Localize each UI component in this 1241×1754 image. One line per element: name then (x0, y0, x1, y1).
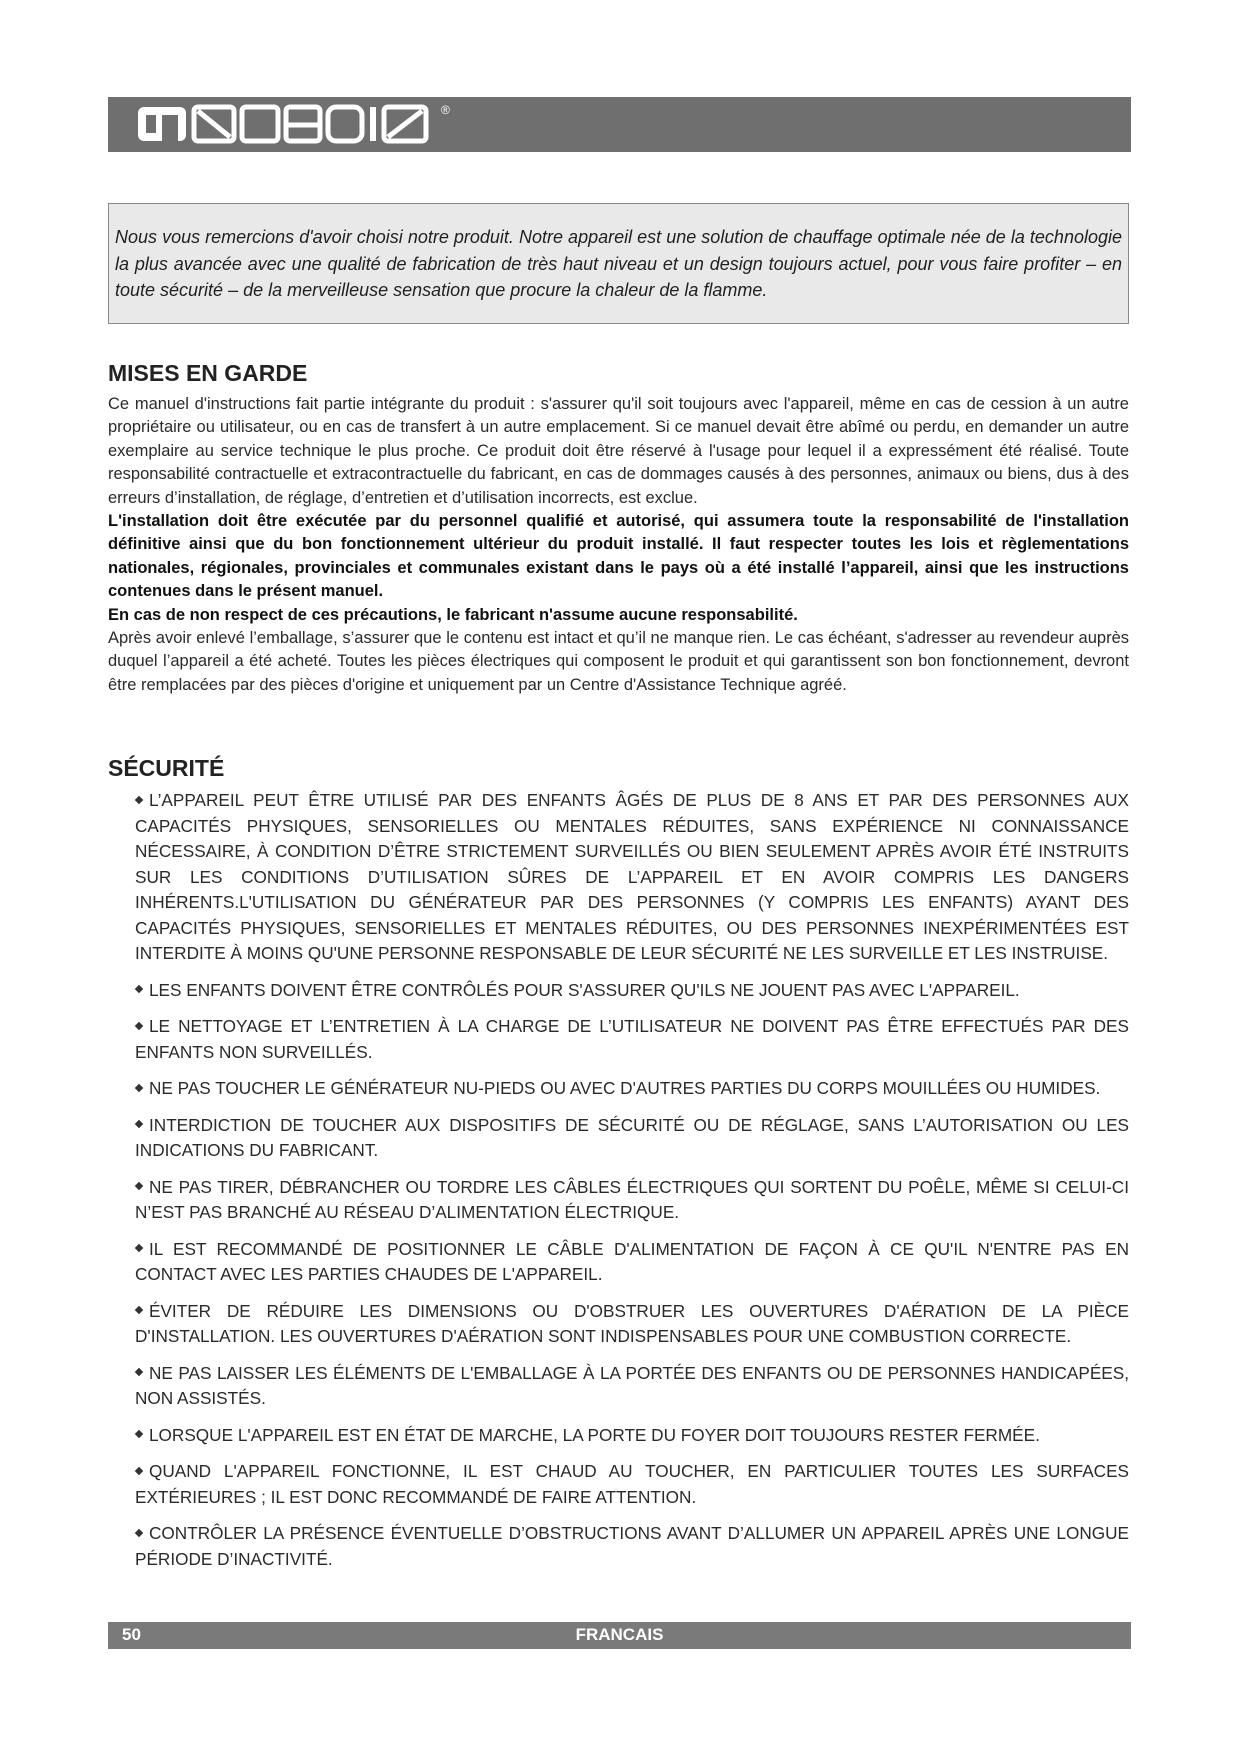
trademark-symbol: ® (441, 103, 450, 117)
bullet-diamond-icon (135, 1182, 143, 1190)
bullet-diamond-icon (135, 985, 143, 993)
list-item: ÉVITER DE RÉDUIRE LES DIMENSIONS OU D'OBSTRUER LES OUVERTURES D'AÉRATION DE LA PIÈCE D'INSTALLATION. LES OUVERTURES D'AÉRATION SONT INDISPENSABLES POUR UNE COMBUSTION CORRECTE. (135, 1300, 1129, 1346)
nordica-logo (138, 103, 450, 145)
bullet-diamond-icon (135, 1467, 143, 1475)
footer-language: FRANCAIS (575, 1625, 664, 1644)
list-item: NE PAS TOUCHER LE GÉNÉRATEUR NU-PIEDS OU AVEC D'AUTRES PARTIES DU CORPS MOUILLÉES OU HUMIDES. (135, 1076, 1129, 1102)
intro-box (108, 203, 1129, 324)
bullet-diamond-icon (135, 1022, 143, 1030)
mises-paragraph-2: Après avoir enlevé l’emballage, s’assurer que le contenu est intact et qu’il ne manque rien. Le cas échéant, s'adresser au revendeur auprès duquel l’appareil a été acheté. Toutes les pièces électriques qui composent le produit et qui garantissent son bon fonctionnement, devront être remplacées par des pièces d'origine et uniquement par un Centre d'Assistance Technique agréé. (108, 629, 1129, 694)
list-item: CONTRÔLER LA PRÉSENCE ÉVENTUELLE D’OBSTRUCTIONS AVANT D’ALLUMER UN APPAREIL APRÈS UNE LONGUE PÉRIODE D’INACTIVITÉ. (135, 1523, 1129, 1569)
list-item: NE PAS LAISSER LES ÉLÉMENTS DE L'EMBALLAGE À LA PORTÉE DES ENFANTS OU DE PERSONNES HANDICAPÉES, NON ASSISTÉS. (135, 1362, 1129, 1408)
section-title-securite: SÉCURITÉ (108, 755, 225, 781)
securite-list (135, 788, 1129, 1583)
bullet-diamond-icon (135, 1084, 143, 1092)
list-item: LES ENFANTS DOIVENT ÊTRE CONTRÔLÉS POUR S'ASSURER QU'ILS NE JOUENT PAS AVEC L'APPAREIL. (135, 978, 1129, 1004)
bullet-diamond-icon (135, 1120, 143, 1128)
bullet-diamond-icon (135, 1306, 143, 1314)
bullet-diamond-icon (135, 1529, 143, 1537)
page-number: 50 (122, 1625, 141, 1644)
mises-paragraph-1: Ce manuel d'instructions fait partie intégrante du produit : s'assurer qu'il soit toujours avec l'appareil, même en cas de cession à un autre propriétaire ou utilisateur, ou en cas de transfert à un autre emplacement. Si ce manuel devait être abîmé ou perdu, en demander un autre exemplaire au service technique le plus proche. Ce produit doit être réservé à l'usage pour lequel il a expressément été réalisé. Toute responsabilité contractuelle et extracontractuelle du fabricant, en cas de dommages causés à des personnes, animaux ou biens, dus à des erreurs d’installation, de réglage, d’entretien et d’utilisation incorrects, est exclue. (108, 395, 1129, 507)
list-item: IL EST RECOMMANDÉ DE POSITIONNER LE CÂBLE D'ALIMENTATION DE FAÇON À CE QU'IL N'ENTRE PAS EN CONTACT AVEC LES PARTIES CHAUDES DE L'APPAREIL. (135, 1238, 1129, 1284)
bullet-diamond-icon (135, 1430, 143, 1438)
bullet-diamond-icon (135, 1244, 143, 1252)
header-bar (108, 97, 1131, 152)
list-item: INTERDICTION DE TOUCHER AUX DISPOSITIFS DE SÉCURITÉ OU DE RÉGLAGE, SANS L’AUTORISATION OU LES INDICATIONS DU FABRICANT. (135, 1114, 1129, 1160)
list-item: NE PAS TIRER, DÉBRANCHER OU TORDRE LES CÂBLES ÉLECTRIQUES QUI SORTENT DU POÊLE, MÊME SI CELUI-CI N’EST PAS BRANCHÉ AU RÉSEAU D’ALIMENTATION ÉLECTRIQUE. (135, 1176, 1129, 1222)
bullet-diamond-icon (135, 1368, 143, 1376)
bullet-diamond-icon (135, 796, 143, 804)
nordica-logo-icon (138, 103, 438, 145)
list-item: QUAND L'APPAREIL FONCTIONNE, IL EST CHAUD AU TOUCHER, EN PARTICULIER TOUTES LES SURFACES EXTÉRIEURES ; IL EST DONC RECOMMANDÉ DE FAIRE ATTENTION. (135, 1461, 1129, 1507)
intro-text: Nous vous remercions d'avoir choisi notre produit. Notre appareil est une solution de chauffage optimale née de la technologie la plus avancée avec une qualité de fabrication de très haut niveau et un design toujours actuel, pour vous faire profiter – en toute sécurité – de la merveilleuse sensation que procure la chaleur de la flamme. (115, 227, 1122, 300)
mises-en-garde-body (108, 393, 1129, 697)
footer-bar (108, 1622, 1131, 1649)
section-title-mises-en-garde: MISES EN GARDE (108, 360, 308, 386)
list-item: LORSQUE L'APPAREIL EST EN ÉTAT DE MARCHE, LA PORTE DU FOYER DOIT TOUJOURS RESTER FERMÉE. (135, 1423, 1129, 1449)
mises-bold-responsabilite: En cas de non respect de ces précautions, le fabricant n'assume aucune responsabilité. (108, 605, 798, 624)
mises-bold-installation: L'installation doit être exécutée par du personnel qualifié et autorisé, qui assumera toute la responsabilité de l'installation définitive ainsi que du bon fonctionnement ultérieur du produit installé. Il faut respecter toutes les lois et règlementations nationales, régionales, provinciales et communales existant dans le pays où a été installé l’appareil, ainsi que les instructions contenues dans le présent manuel. (108, 512, 1129, 601)
list-item: LE NETTOYAGE ET L’ENTRETIEN À LA CHARGE DE L’UTILISATEUR NE DOIVENT PAS ÊTRE EFFECTUÉS PAR DES ENFANTS NON SURVEILLÉS. (135, 1016, 1129, 1062)
list-item: L’APPAREIL PEUT ÊTRE UTILISÉ PAR DES ENFANTS ÂGÉS DE PLUS DE 8 ANS ET PAR DES PERSONNES AUX CAPACITÉS PHYSIQUES, SENSORIELLES OU MENTALES RÉDUITES, SANS EXPÉRIENCE NI CONNAISSANCE NÉCESSAIRE, À CONDITION D’ÊTRE STRICTEMENT SURVEILLÉS OU BIEN SEULEMENT APRÈS AVOIR ÉTÉ INSTRUITS SUR LES CONDITIONS D’UTILISATION SÛRES DE L’APPAREIL ET EN AVOIR COMPRIS LES DANGERS INHÉRENTS.L'UTILISATION DU GÉNÉRATEUR PAR DES PERSONNES (Y COMPRIS LES ENFANTS) AYANT DES CAPACITÉS PHYSIQUES, SENSORIELLES ET MENTALES RÉDUITES, OU DES PERSONNES INEXPÉRIMENTÉES EST INTERDITE À MOINS QU'UNE PERSONNE RESPONSABLE DE LEUR SÉCURITÉ NE LES SURVEILLE ET LES INSTRUISE. (135, 790, 1129, 963)
